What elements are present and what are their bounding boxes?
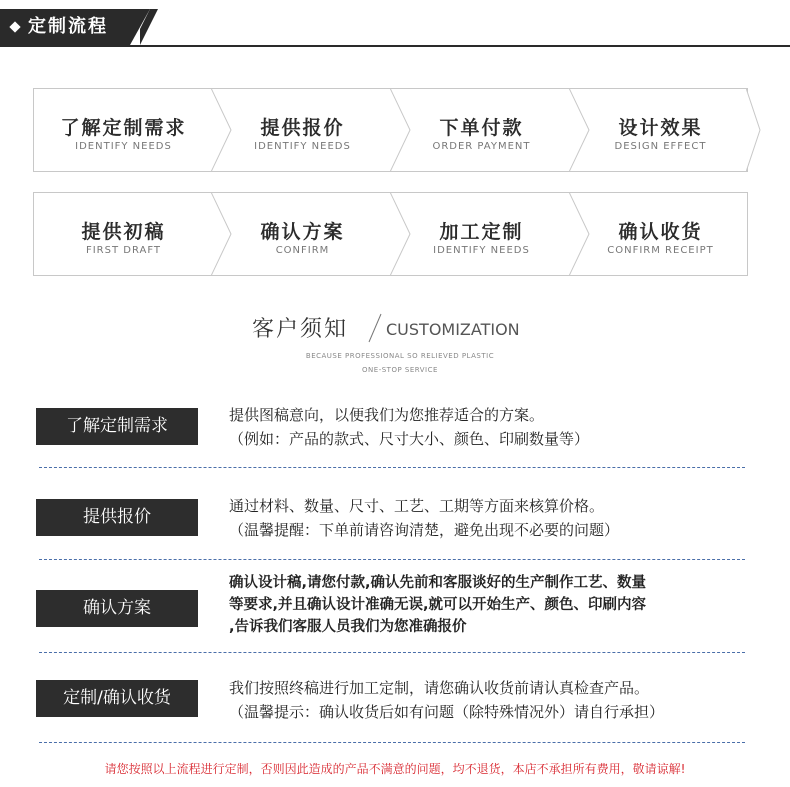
description-line: 通过材料、数量、尺寸、工艺、工期等方面来核算价格。: [229, 497, 605, 515]
header-divider-left: [0, 45, 135, 47]
step-subtitle: DESIGN EFFECT: [614, 141, 707, 152]
tag-label: 提供报价: [36, 499, 198, 536]
notice-title: 客户须知: [252, 317, 349, 342]
dashed-divider: [39, 559, 745, 560]
chevron-right-icon: [746, 88, 768, 172]
dashed-divider: [39, 742, 745, 743]
item-description: [229, 403, 589, 451]
slash-divider-icon: [365, 312, 385, 344]
step-title: 加工定制: [439, 221, 524, 243]
step-title: 设计效果: [618, 117, 703, 139]
process-step-2: [213, 89, 392, 171]
process-flow-row-1: [33, 88, 748, 172]
step-title: 提供报价: [260, 117, 345, 139]
process-step-3: [392, 89, 571, 171]
description-line: 我们按照终稿进行加工定制，请您确认收货前请认真检查产品。: [229, 679, 650, 697]
process-flow-row-2: [33, 192, 748, 276]
item-description: [229, 494, 619, 542]
description-line: （温馨提示：确认收货后如有问题（除特殊情况外）请自行承担）: [229, 703, 665, 721]
dashed-divider: [39, 467, 745, 468]
step-subtitle: ORDER PAYMENT: [432, 141, 531, 152]
description-line: 提供图稿意向，以便我们为您推荐适合的方案。: [229, 406, 545, 424]
item-description: [229, 676, 664, 724]
step-title: 了解定制需求: [60, 117, 187, 139]
header-divider: [130, 45, 790, 47]
step-subtitle: FIRST DRAFT: [85, 245, 162, 256]
step-title: 确认收货: [618, 221, 703, 243]
process-step-1: [34, 89, 213, 171]
process-step-6: [213, 193, 392, 275]
item-description: [229, 572, 646, 638]
step-subtitle: CONFIRM RECEIPT: [607, 245, 714, 256]
tag-label: 定制/确认收货: [36, 680, 198, 717]
process-step-8: [571, 193, 750, 275]
description-line: 等要求,并且确认设计准确无误,就可以开始生产、颜色、印刷内容: [229, 597, 647, 613]
process-step-4: [571, 89, 750, 171]
tag-label: 确认方案: [36, 590, 198, 627]
step-title: 提供初稿: [81, 221, 166, 243]
description-line: ,告诉我们客服人员我们为您准确报价: [229, 619, 467, 635]
step-title: 确认方案: [260, 221, 345, 243]
dashed-divider: [39, 652, 745, 653]
footnote-warning: 请您按照以上流程进行定制，否则因此造成的产品不满意的问题，均不退货，本店不承担所有费用，敬请谅解!: [104, 762, 686, 776]
description-line: 确认设计稿,请您付款,确认先前和客服谈好的生产制作工艺、数量: [229, 575, 647, 591]
process-step-5: [34, 193, 213, 275]
notice-title-en: CUSTOMIZATION: [386, 320, 520, 339]
description-line: （温馨提醒：下单前请咨询清楚，避免出现不必要的问题）: [229, 521, 620, 539]
process-step-7: [392, 193, 571, 275]
description-line: （例如：产品的款式、尺寸大小、颜色、印刷数量等）: [229, 430, 590, 448]
step-title: 下单付款: [439, 117, 524, 139]
notice-subtitle: BECAUSE PROFESSIONAL SO RELIEVED PLASTIC: [305, 352, 495, 360]
step-subtitle: IDENTIFY NEEDS: [254, 141, 351, 152]
notice-subtitle: ONE-STOP SERVICE: [362, 366, 438, 374]
step-subtitle: CONFIRM: [275, 245, 330, 256]
tag-label: 了解定制需求: [36, 408, 198, 445]
step-subtitle: IDENTIFY NEEDS: [433, 245, 530, 256]
page-title: 定制流程: [28, 16, 108, 37]
step-subtitle: IDENTIFY NEEDS: [75, 141, 172, 152]
